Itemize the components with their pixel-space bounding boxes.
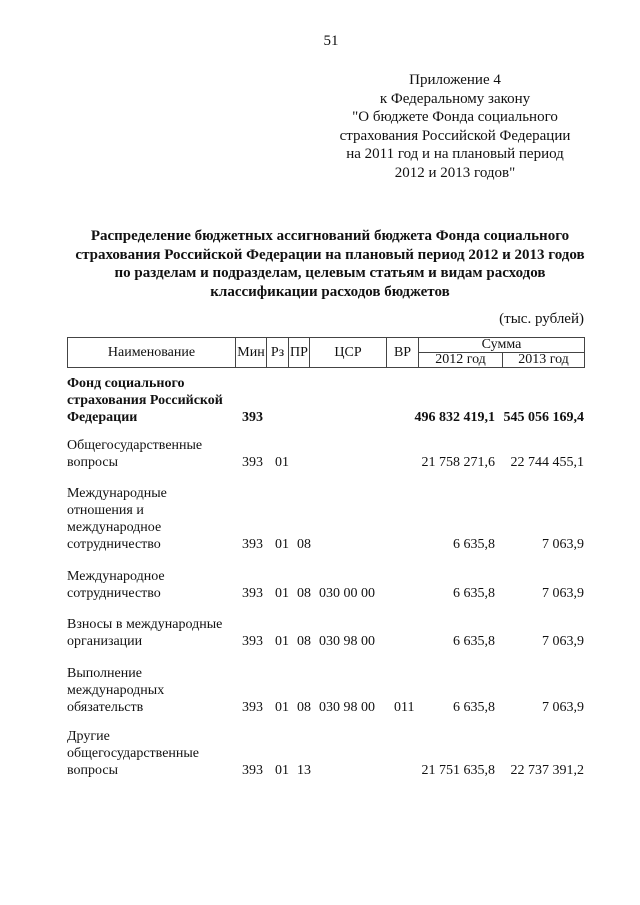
- page-number: 51: [323, 33, 339, 49]
- table-row: [67, 616, 587, 650]
- row-name-line: Общегосударственные: [67, 438, 203, 453]
- appendix-line: к Федеральному закону: [379, 90, 531, 107]
- row-name-line: организации: [67, 634, 143, 649]
- row-name-line: отношения и: [67, 503, 144, 518]
- row-name-line: Международные: [67, 486, 167, 501]
- row-name-line: Фонд социального: [67, 376, 185, 391]
- row-name-line: Федерации: [67, 410, 138, 425]
- cell-2013: 22 737 391,2: [510, 763, 584, 778]
- header-year-2013: 2013 год: [503, 353, 585, 368]
- row-name-line: Международное: [67, 569, 165, 584]
- cell-2012: 21 751 635,8: [421, 763, 495, 778]
- cell-2012: 496 832 419,1: [414, 410, 495, 425]
- cell-pr: 08: [297, 700, 311, 715]
- cell-2012: 21 758 271,6: [421, 455, 495, 470]
- row-name-line: страхования Российской: [67, 393, 223, 408]
- appendix-line: Приложение 4: [409, 72, 501, 88]
- row-name: [67, 665, 242, 716]
- row-name-line: Выполнение: [67, 666, 142, 681]
- cell-rz: 01: [275, 634, 289, 649]
- header-pr: ПР: [289, 338, 310, 368]
- cell-pr: 08: [297, 634, 311, 649]
- cell-pr: 08: [297, 537, 311, 552]
- cell-2012: 6 635,8: [453, 700, 495, 715]
- header-min: Мин: [236, 338, 267, 368]
- cell-min: 393: [242, 634, 263, 649]
- cell-2013: 7 063,9: [542, 634, 584, 649]
- cell-rz: 01: [275, 586, 289, 601]
- cell-rz: 01: [275, 455, 289, 470]
- cell-rz: 01: [275, 763, 289, 778]
- row-name-line: международных: [67, 683, 165, 698]
- row-name: [67, 375, 242, 426]
- table-row: [67, 375, 587, 426]
- document-title: [60, 227, 600, 301]
- table-row: [67, 728, 587, 779]
- title-line: по разделам и подразделам, целевым статьям и видам расходов: [114, 265, 546, 281]
- title-line: страхования Российской Федерации на плановый период 2012 и 2013 годов: [75, 246, 585, 263]
- appendix-line: на 2011 год и на плановый период: [346, 146, 564, 162]
- table-row: [67, 665, 587, 716]
- cell-csr: 030 98 00: [319, 634, 375, 649]
- units-label: (тыс. рублей): [499, 311, 584, 327]
- row-name-line: обязательств: [67, 700, 144, 715]
- cell-pr: 08: [297, 586, 311, 601]
- row-name-line: вопросы: [67, 455, 118, 470]
- table-row: [67, 568, 587, 602]
- header-year-2012: 2012 год: [419, 353, 503, 368]
- table-row: [67, 437, 587, 471]
- cell-min: 393: [242, 410, 263, 425]
- appendix-line: "О бюджете Фонда социального: [352, 109, 558, 125]
- cell-2013: 22 744 455,1: [510, 455, 584, 470]
- table-header: [67, 337, 585, 368]
- header-sum: Сумма: [419, 338, 585, 353]
- cell-2012: 6 635,8: [453, 634, 495, 649]
- row-name: [67, 728, 242, 779]
- cell-2013: 545 056 169,4: [503, 410, 584, 425]
- appendix-caption: [315, 71, 595, 182]
- title-line: классификации расходов бюджетов: [210, 283, 450, 300]
- cell-2013: 7 063,9: [542, 586, 584, 601]
- cell-2013: 7 063,9: [542, 537, 584, 552]
- cell-min: 393: [242, 763, 263, 778]
- row-name: [67, 485, 242, 553]
- cell-vr: 011: [394, 700, 415, 715]
- row-name-line: вопросы: [67, 763, 118, 778]
- row-name-line: международное: [67, 520, 162, 535]
- cell-csr: 030 00 00: [319, 586, 375, 601]
- header-vr: ВР: [387, 338, 419, 368]
- title-line: Распределение бюджетных ассигнований бюджета Фонда социального: [90, 228, 570, 244]
- cell-min: 393: [242, 700, 263, 715]
- row-name: [67, 616, 242, 650]
- cell-min: 393: [242, 586, 263, 601]
- row-name-line: Другие: [67, 729, 110, 744]
- row-name: [67, 568, 242, 602]
- cell-rz: 01: [275, 537, 289, 552]
- cell-min: 393: [242, 455, 263, 470]
- header-csr: ЦСР: [310, 338, 387, 368]
- appendix-line: 2012 и 2013 годов": [394, 164, 516, 181]
- cell-2012: 6 635,8: [453, 586, 495, 601]
- cell-2012: 6 635,8: [453, 537, 495, 552]
- cell-pr: 13: [297, 763, 311, 778]
- header-rz: Рз: [267, 338, 289, 368]
- row-name-line: сотрудничество: [67, 537, 161, 552]
- header-name: Наименование: [68, 338, 236, 368]
- table-row: [67, 485, 587, 553]
- cell-min: 393: [242, 537, 263, 552]
- row-name-line: сотрудничество: [67, 586, 161, 601]
- cell-csr: 030 98 00: [319, 700, 375, 715]
- cell-2013: 7 063,9: [542, 700, 584, 715]
- appendix-line: страхования Российской Федерации: [339, 127, 571, 144]
- cell-rz: 01: [275, 700, 289, 715]
- row-name: [67, 437, 242, 471]
- row-name-line: Взносы в международные: [67, 617, 223, 632]
- row-name-line: общегосударственные: [67, 746, 200, 761]
